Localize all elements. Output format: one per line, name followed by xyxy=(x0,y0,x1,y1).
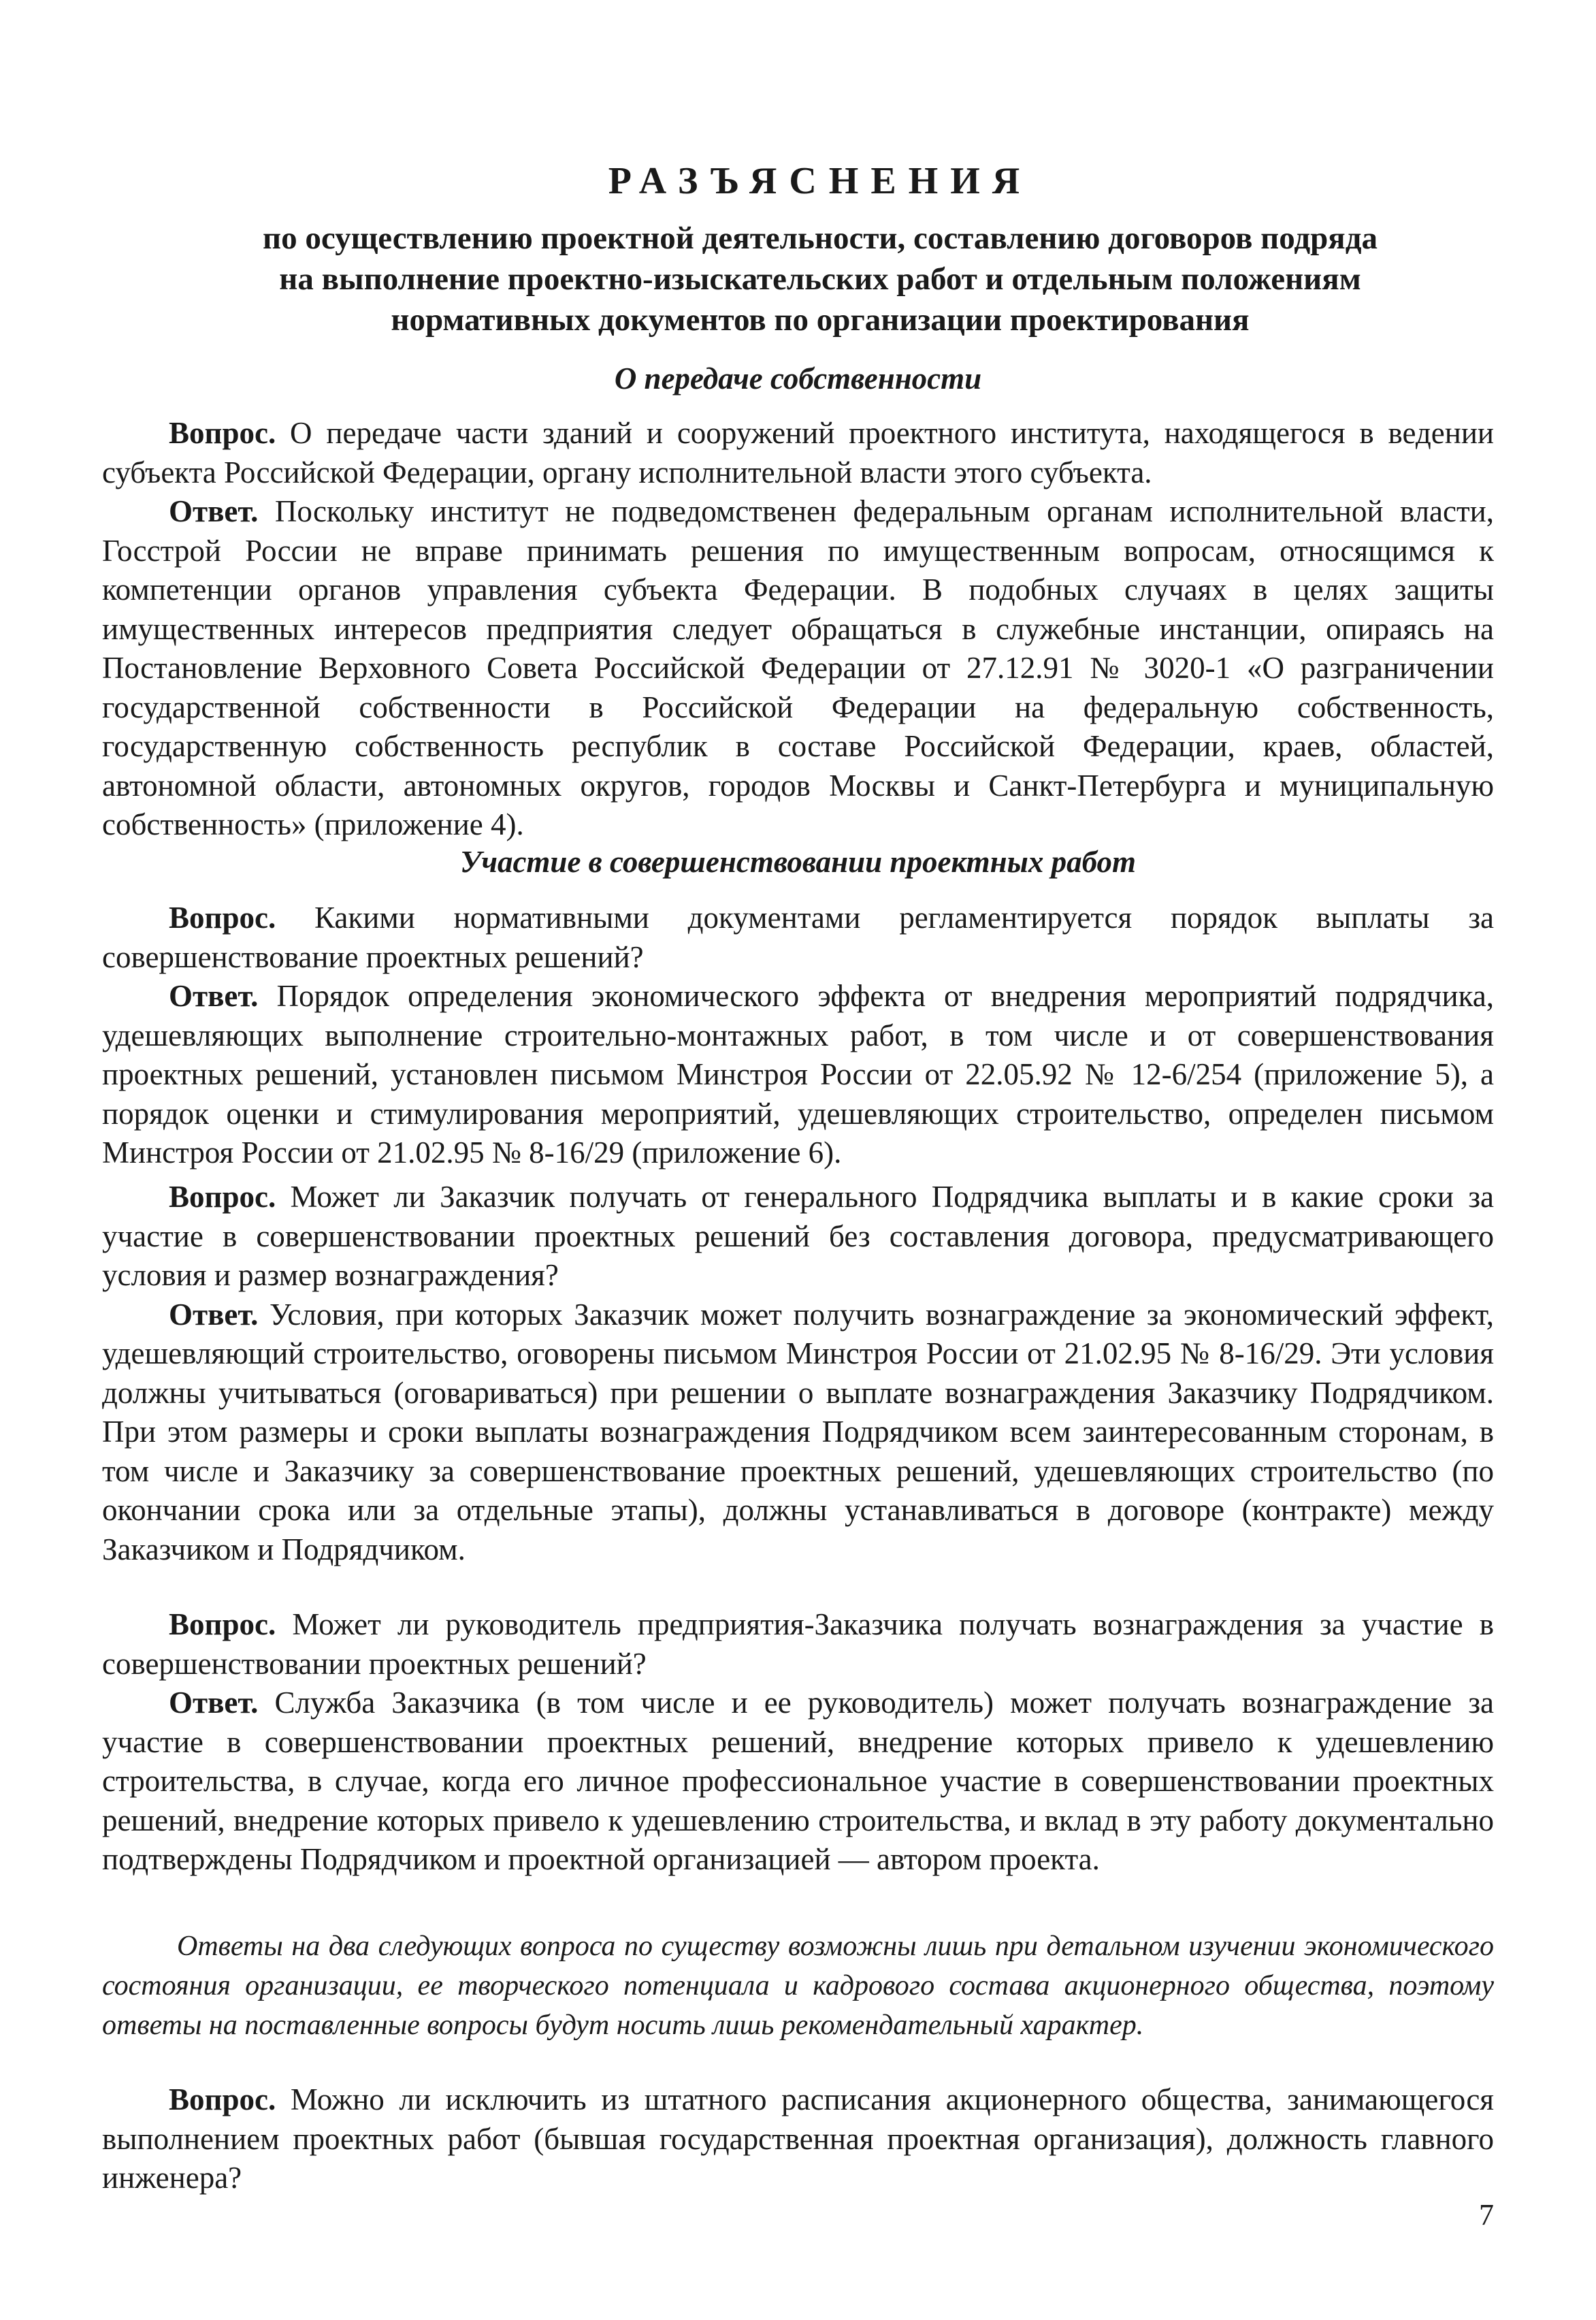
question-label: Вопрос. xyxy=(169,901,276,935)
document-title: РАЗЪЯСНЕНИЯ xyxy=(608,160,1032,202)
answer-paragraph xyxy=(102,492,1494,845)
question-text: Какими нормативными документами регламентируется порядок выплаты за совершенствование проектных решений? xyxy=(102,901,1495,974)
qa-block-4 xyxy=(102,2080,1494,2198)
question-paragraph xyxy=(102,414,1494,492)
question-paragraph xyxy=(102,1178,1494,1295)
editorial-note: Ответы на два следующих вопроса по существу возможны лишь при детальном изучении экономического состояния организации, ее творческого потенциала и кадрового состава акционерного общества, поэтому ответы на поставленные вопросы будут носить лишь рекомендательный характер. xyxy=(102,1931,1494,2041)
question-label: Вопрос. xyxy=(169,1607,276,1641)
question-text: Может ли Заказчик получать от генерального Подрядчика выплаты и в какие сроки за участие в совершенствовании проектных решений без составления договора, предусматривающего условия и размер вознаграждения? xyxy=(102,1180,1494,1292)
section-heading-property-transfer: О передаче собственности xyxy=(614,361,982,396)
answer-paragraph xyxy=(102,1683,1494,1880)
question-label: Вопрос. xyxy=(169,2082,276,2116)
answer-text: Служба Заказчика (в том числе и ее руководитель) может получать вознаграждение за участие в совершенствовании проектных решений, внедрение которых привело к удешевлению строительства, в случае, когда его личное профессиональное участие в совершенствовании проектных решений, внедрение которых привело к удешевлению строительства, и вклад в эту работу документально подтверждены Подрядчиком и проектной организацией — автором проекта. xyxy=(102,1686,1494,1876)
qa-block-2 xyxy=(102,1178,1494,1569)
answer-text: Условия, при которых Заказчик может получить вознаграждение за экономический эффект, удешевляющий строительство, оговорены письмом Минстроя России от 21.02.95 № 8-16/29. Эти условия должны учитываться (оговариваться) при решении о выплате вознаграждения Заказчику Подрядчиком. При этом размеры и сроки выплаты вознаграждения Подрядчиком всем заинтересованным сторонам, в том числе и Заказчику за совершенствование проектных решений, удешевляющих строительство (по окончании срока или за отдельные этапы), должны устанавливаться в договоре (контракте) между Заказчиком и Подрядчиком. xyxy=(102,1297,1495,1566)
question-text: О передаче части зданий и сооружений проектного института, находящегося в ведении субъекта Российской Федерации, органу исполнительной власти этого субъекта. xyxy=(102,416,1494,489)
document-header xyxy=(157,161,1484,340)
qa-block-property xyxy=(102,414,1494,845)
question-label: Вопрос. xyxy=(169,416,276,450)
answer-text: Порядок определения экономического эффекта от внедрения мероприятий подрядчика, удешевляющих выполнение строительно-монтажных работ, в том числе и от совершенствования проектных решений, установлен письмом Минстроя России от 22.05.92 № 12-6/254 (приложение 5), а порядок оценки и стимулирования мероприятий, удешевляющих строительство, определен письмом Минстроя России от 21.02.95 № 8-16/29 (приложение 6). xyxy=(102,979,1494,1170)
question-paragraph xyxy=(102,2080,1494,2198)
answer-paragraph xyxy=(102,977,1494,1173)
document-subtitle-line-1: по осуществлению проектной деятельности, составлению договоров подряда xyxy=(263,220,1378,256)
qa-block-1 xyxy=(102,899,1494,1173)
answer-label: Ответ. xyxy=(169,1686,259,1720)
answer-paragraph xyxy=(102,1295,1494,1570)
qa-block-3 xyxy=(102,1605,1494,1880)
answer-label: Ответ. xyxy=(169,979,259,1013)
document-subtitle-line-3: нормативных документов по организации проектирования xyxy=(391,302,1250,338)
answer-text: Поскольку институт не подведомственен федеральным органам исполнительной власти, Госстрой России не вправе принимать решения по имущественным вопросам, относящимся к компетенции органов управления субъекта Федерации. В подобных случаях в целях защиты имущественных интересов предприятия следует обращаться в служебные инстанции, опираясь на Постановление Верховного Совета Российской Федерации от 27.12.91 № 3020-1 «О разграничении государственной собственности в Российской Федерации на федеральную собственность, государственную собственность республик в составе Российской Федерации, краев, областей, автономной области, автономных округов, городов Москвы и Санкт-Петербурга и муниципальную собственность» (приложение 4). xyxy=(102,494,1494,841)
answer-label: Ответ. xyxy=(169,1297,259,1332)
question-paragraph xyxy=(102,1605,1494,1683)
section-heading-design-improvement: Участие в совершенствовании проектных работ xyxy=(460,845,1136,879)
question-text: Можно ли исключить из штатного расписания акционерного общества, занимающегося выполнением проектных работ (бывшая государственная проектная организация), должность главного инженера? xyxy=(102,2082,1494,2195)
page-number: 7 xyxy=(1479,2198,1494,2232)
question-label: Вопрос. xyxy=(169,1180,276,1214)
document-subtitle-line-2: на выполнение проектно-изыскательских работ и отдельным положениям xyxy=(279,261,1361,297)
answer-label: Ответ. xyxy=(169,494,259,528)
question-paragraph xyxy=(102,899,1494,977)
question-text: Может ли руководитель предприятия-Заказчика получать вознаграждения за участие в совершенствовании проектных решений? xyxy=(102,1607,1494,1681)
